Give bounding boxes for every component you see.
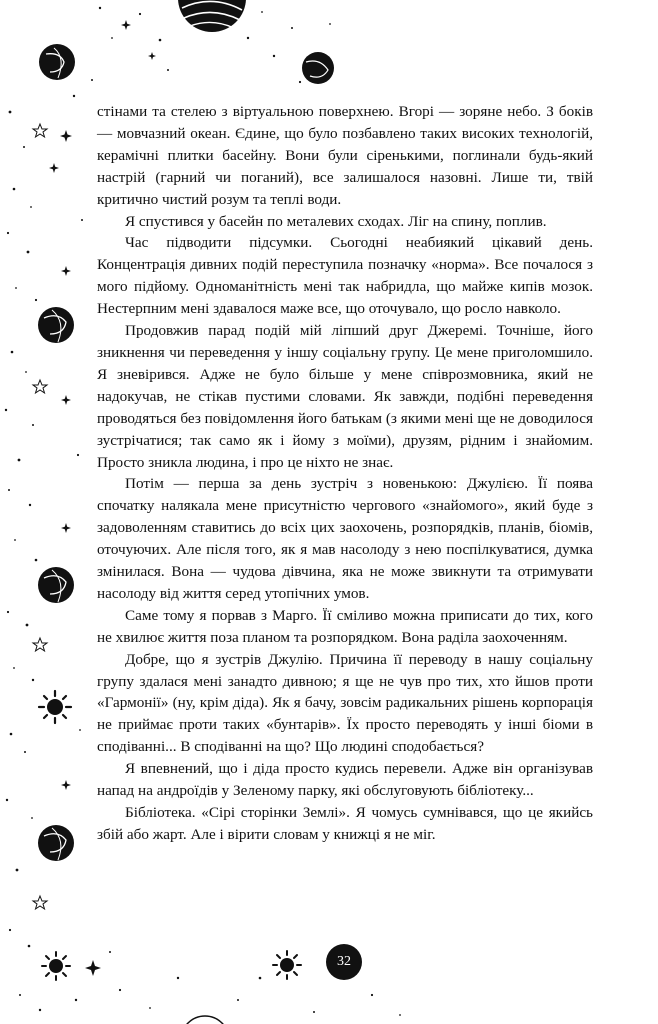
planet-icon — [302, 52, 334, 84]
planet-icon — [181, 1016, 229, 1024]
planet-icon — [178, 0, 246, 32]
planet-icon — [38, 307, 74, 343]
paragraph: Я впевнений, що і діда просто кудись перевели. Адже він організував напад на андроїдів у Зеленому парку, які обслуговують бібліотеку... — [97, 760, 593, 800]
paragraph: Добре, що я зустрів Джулію. Причина її переводу в нашу соціальну групу здалася мені занадто дивною; я ще не чув про тих, хто йшов проти «Гармонії» (ну, крім діда). Як я бачу, зовсім радикальних рішень корпорація не приймає проти таких «бунтарів». Їх просто переводять у інші біоми в сподіванні... В сподіванні на що? Що людині сподобається? — [97, 650, 593, 756]
planet-icon — [39, 44, 75, 80]
sun-icon — [39, 691, 71, 723]
paragraph: Бібліотека. «Сірі сторінки Землі». Я чомусь сумнівався, що це якийсь збій або жарт. Але і вірити словам у книжці я не міг. — [97, 804, 593, 843]
sun-icon — [42, 952, 70, 980]
paragraph: Потім — перша за день зустріч з новенькою: Джулією. Її поява спочатку налякала мене присутністю чергового «знайомого», який буде з задоволенням ставитись до всіх цих заохочень, розпорядків, планів, біомів, оточуючих. Але після того, як я мав насолоду з нею поспілкуватися, думка змінилася. Вона — чудова дівчина, яка не може звикнути та отримувати насолоду від життя серед утопічних умов. — [97, 475, 593, 602]
outline-star-icon — [33, 124, 47, 909]
paragraph: Я спустився у басейн по металевих сходах. Ліг на спину, поплив. — [125, 212, 547, 230]
paragraph: стінами та стелею з віртуальною поверхнею. Вгорі — зоряне небо. З боків — мовчазний океан. Єдине, що було позбавлено таких високих технологій, керамічні плитки басейну. Вони були сіренькими, поглинали будь-який настрій (гарний чи поганий), все залишалося назовні. Лише ти, твій критично чистий розум та теплі води. — [97, 103, 593, 208]
sun-icon — [273, 951, 301, 979]
paragraph: Продовжив парад подій мій ліпший друг Джеремі. Точніше, його зникнення чи переведення у іншу соціальну групу. Це мене приголомшило. Я зневірився. Адже не було більше у мене співрозмовника, який не надокучав, не стікав пустими словами. Як завжди, подібні переведення проводяться без повідомлення його батькам (з якими мені ще не доводилося зустрічатися; так само як і йому з моїми), друзям, рідним і знайомим. Просто зникла людина, і про це ніхто не знає. — [97, 322, 593, 471]
page-number: 32 — [326, 944, 362, 980]
body-text — [97, 101, 593, 846]
paragraph: Час підводити підсумки. Сьогодні неабиякий цікавий день. Концентрація дивних подій переступила позначку «норма». Все почалося з мого підйому. Одноманітність мені так набридла, що майже кипів мозок. Нестерпним мені здавалося маже все, що оточувало, що росло навколо. — [97, 234, 593, 318]
planet-icon — [38, 825, 74, 861]
paragraph: Саме тому я порвав з Марго. Її сміливо можна приписати до тих, кого не хвилює життя поза планом та розпорядком. Вона раділа заохоченням. — [97, 606, 593, 646]
planet-icon — [38, 567, 74, 603]
